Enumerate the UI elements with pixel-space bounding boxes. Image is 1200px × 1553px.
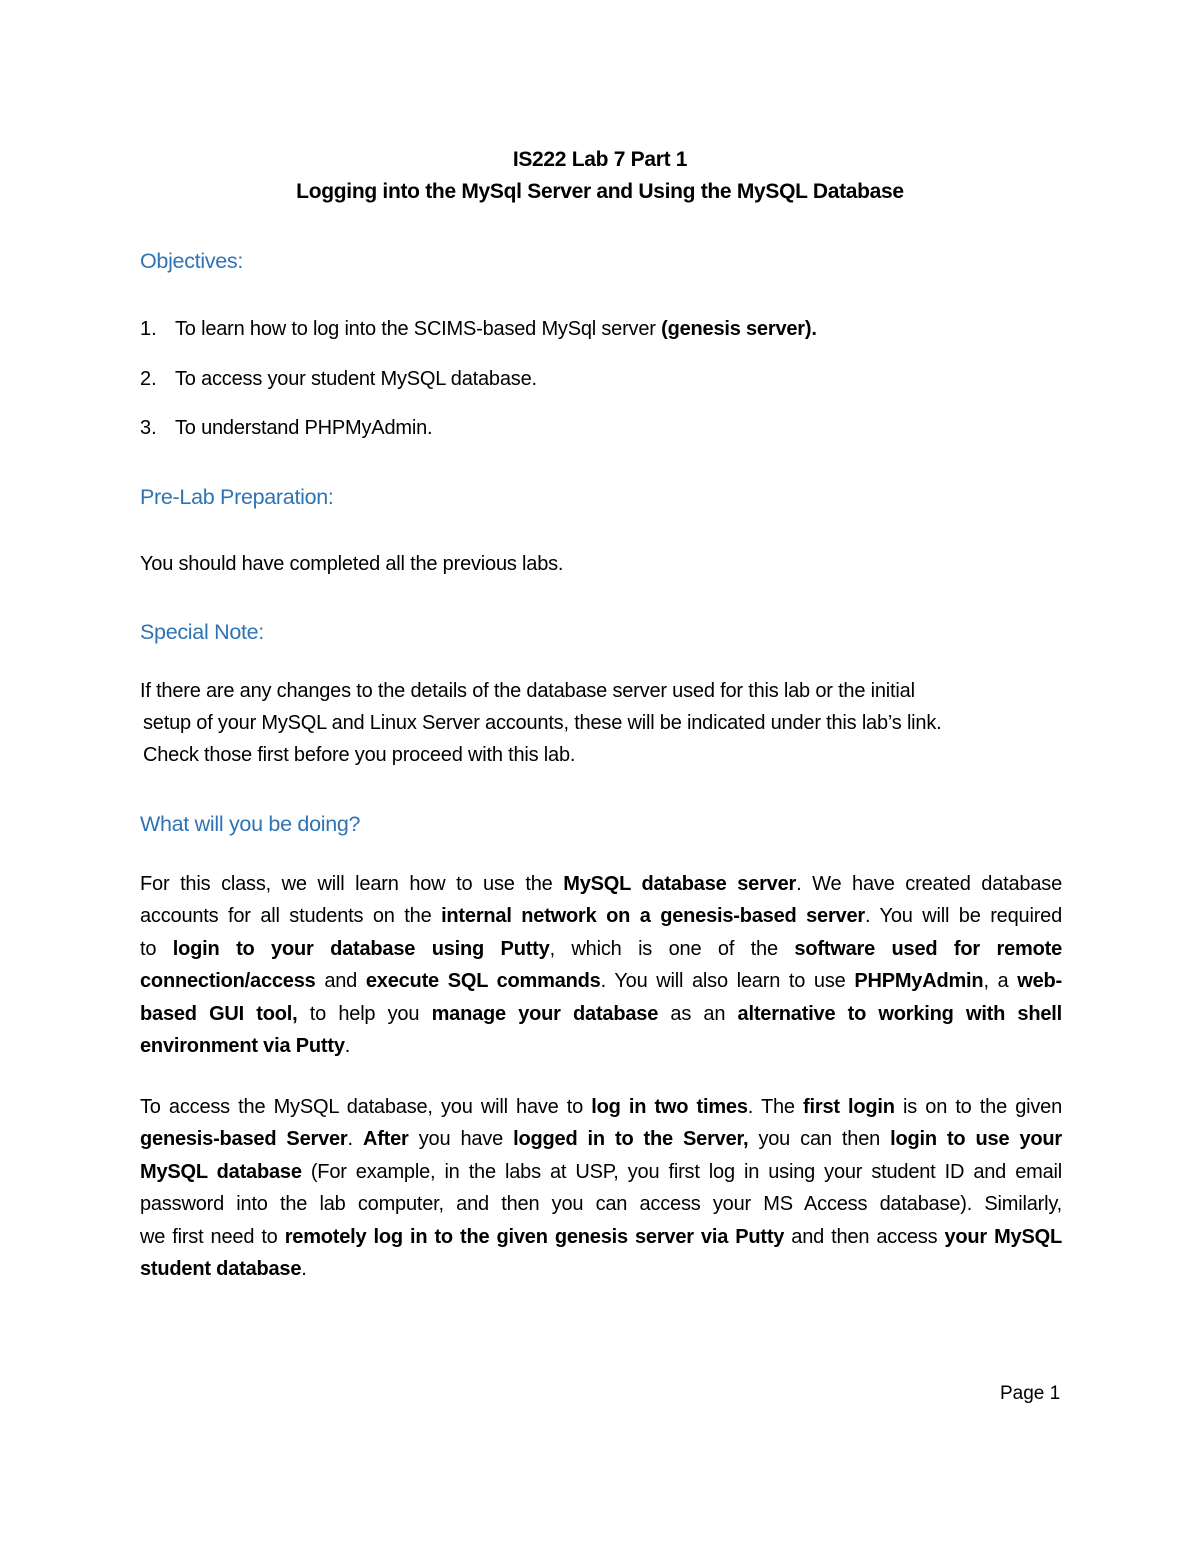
paragraph-line: For this class, we will learn how to use the MySQL database server. We have created database [140,873,1062,895]
page-number: Page 1 [1000,1383,1061,1404]
prelab-heading: Pre-Lab Preparation: [140,485,334,509]
paragraph-line: genesis-based Server. After you have logged in to the Server, you can then login to use your [140,1128,1063,1151]
paragraph-line: password into the lab computer, and then you can access your MS Access database). Similarly, [140,1193,1062,1216]
paragraph-line: To access the MySQL database, you will have to log in two times. The first login is on to the given [140,1096,1063,1118]
paragraph-line: setup of your MySQL and Linux Server accounts, these will be indicated under this lab’s link. [143,712,942,734]
objectives-heading: Objectives: [140,249,244,273]
paragraph-line: we first need to remotely log in to the given genesis server via Putty and then access your MySQL [140,1225,1062,1248]
paragraph-line: based GUI tool, to help you manage your database as an alternative to working with shell [140,1002,1063,1025]
list-item-number: 3. [140,417,157,439]
list-item-text: To learn how to log into the SCIMS-based MySql server (genesis server). [175,318,817,340]
paragraph-line: student database. [140,1258,307,1280]
paragraph-line: accounts for all students on the internal network on a genesis-based server. You will be required [140,905,1062,928]
document-subtitle: Logging into the MySql Server and Using the MySQL Database [296,180,904,203]
list-item-number: 1. [140,318,157,340]
paragraph-line: If there are any changes to the details of the database server used for this lab or the initial [140,680,915,702]
document-title: IS222 Lab 7 Part 1 [512,148,688,171]
paragraph-line: Check those first before you proceed with this lab. [143,744,576,766]
paragraph-line: connection/access and execute SQL commands. You will also learn to use PHPMyAdmin, a web- [140,970,1062,993]
prelab-text: You should have completed all the previous labs. [140,553,564,575]
special-note-heading: Special Note: [140,620,264,644]
paragraph-line: MySQL database (For example, in the labs at USP, you first log in using your student ID and email [140,1160,1062,1183]
paragraph-line: environment via Putty. [140,1035,351,1057]
list-item-text: To understand PHPMyAdmin. [175,417,433,439]
paragraph-line: to login to your database using Putty, which is one of the software used for remote [140,937,1062,960]
what-heading: What will you be doing? [140,812,361,836]
list-item-text: To access your student MySQL database. [175,368,537,390]
list-item-number: 2. [140,368,157,390]
